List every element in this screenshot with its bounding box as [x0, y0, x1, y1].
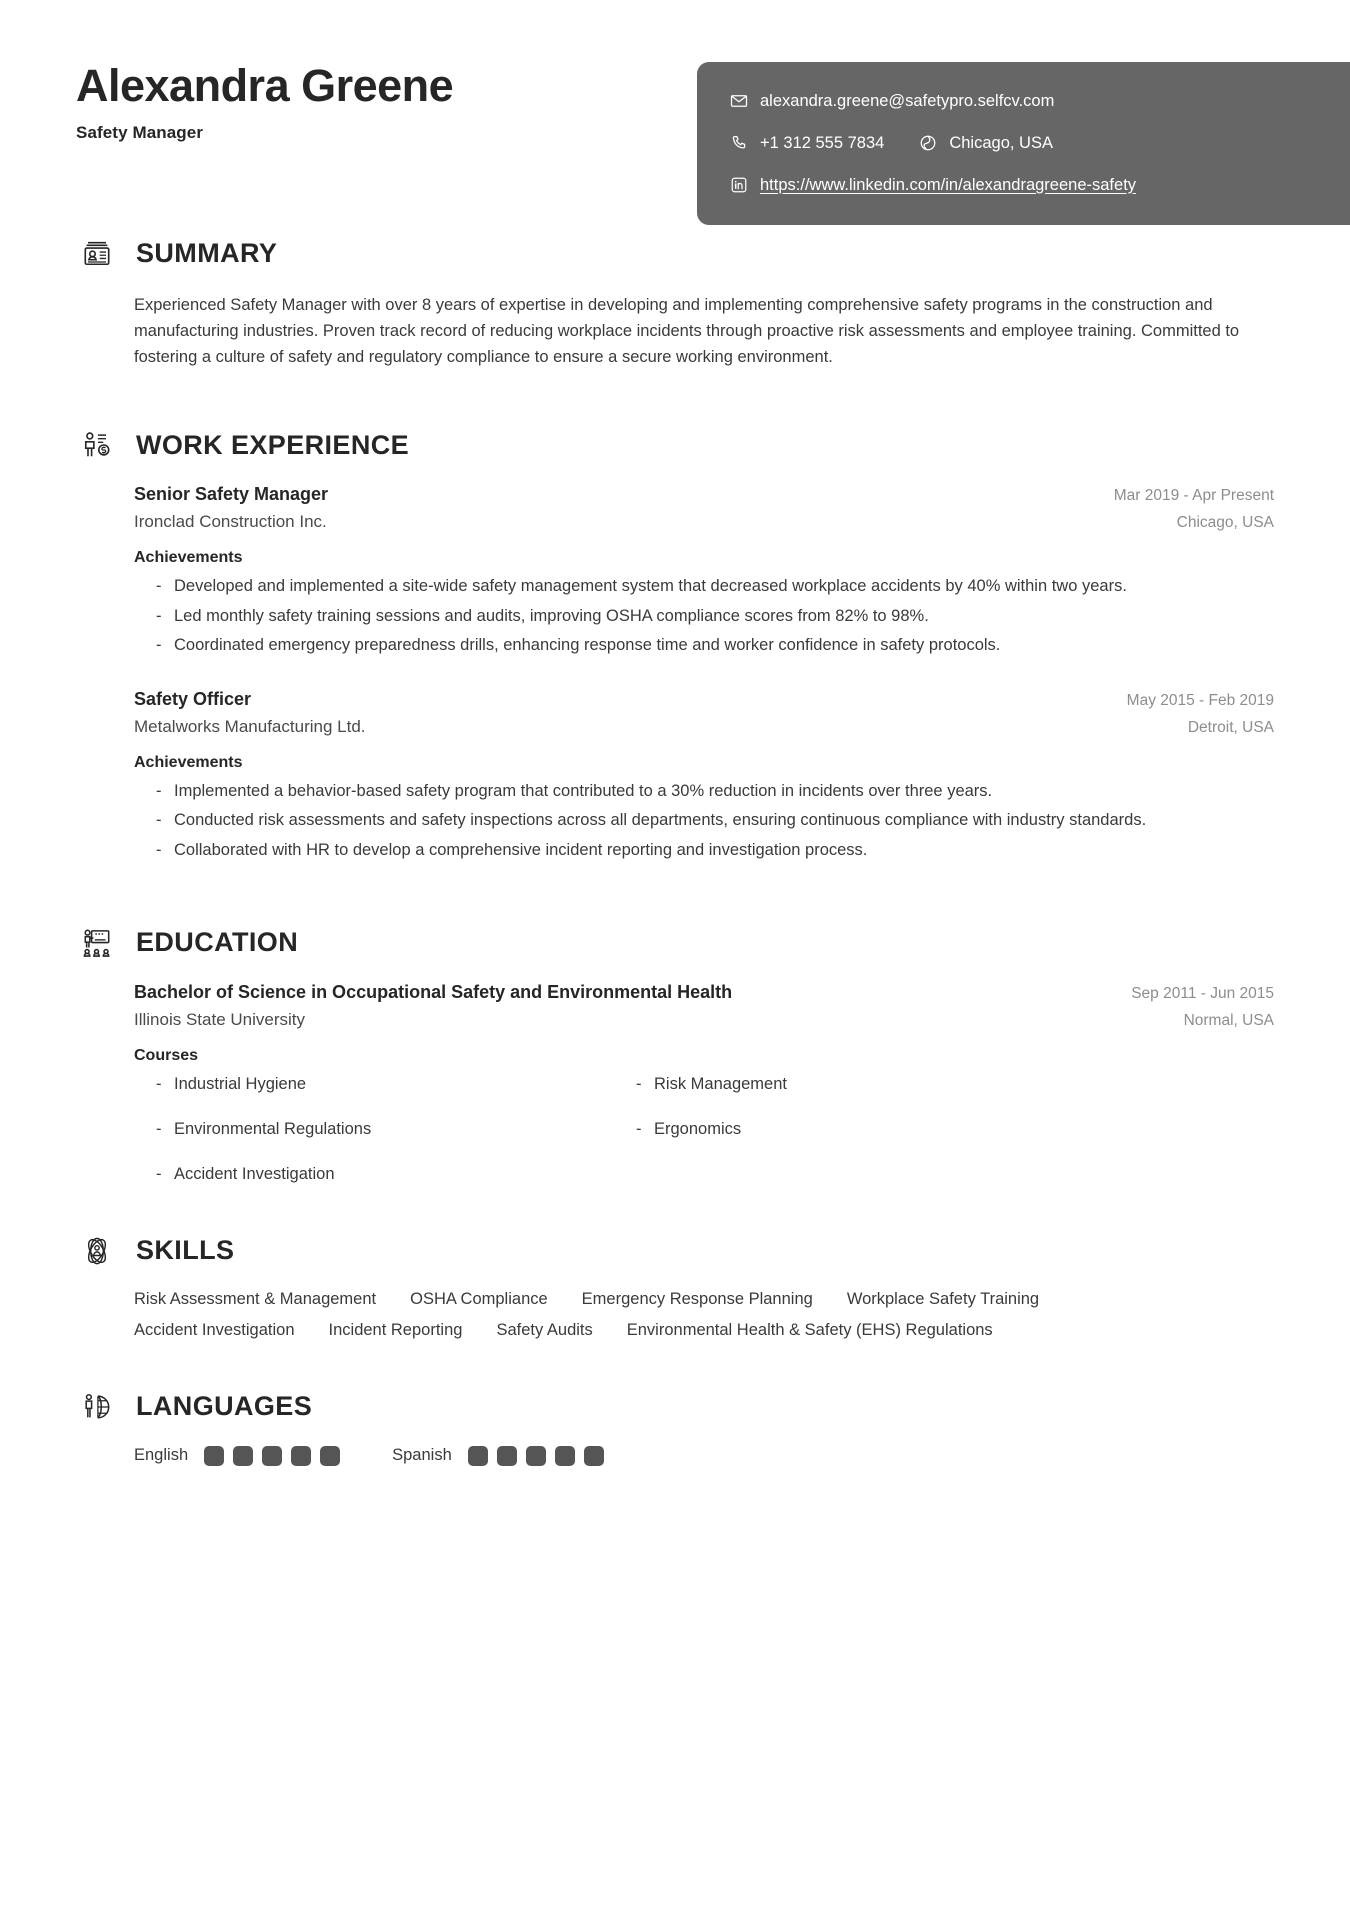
- course-item: - Risk Management: [636, 1075, 1156, 1094]
- job-title: Safety Manager: [76, 123, 204, 143]
- summary-text: Experienced Safety Manager with over 8 years of expertise in developing and implementing comprehensive safety programs in the construction and manufacturing industries. Proven track record of reducing workplace incidents through proactive risk assessments and employee training. Committed to fostering a culture of safety and regulatory compliance to ensure a secure working environment.: [134, 296, 1240, 367]
- work-entry-sub-row: [134, 710, 1274, 737]
- language-name: English: [134, 1446, 189, 1465]
- achievements-label: Achievements: [134, 753, 243, 771]
- work-experience-title: WORK EXPERIENCE: [136, 429, 410, 460]
- contact-location-text: Chicago, USA: [949, 133, 1053, 152]
- level-dot: [233, 1446, 253, 1466]
- skills-title: SKILLS: [136, 1235, 235, 1266]
- envelope-icon: [729, 91, 749, 111]
- list-item: - Developed and implemented a site-wide safety management system that decreased workplace accidents by 40% within two years.: [156, 574, 1274, 600]
- summary-title: SUMMARY: [136, 237, 278, 268]
- work-position: Safety Officer: [134, 688, 252, 709]
- spacer: [0, 868, 1350, 922]
- level-dot: [497, 1446, 517, 1466]
- education-school: Illinois State University: [134, 1009, 306, 1029]
- page-title: Alexandra Greene: [76, 60, 454, 111]
- education-body: [76, 982, 1274, 1184]
- contact-email-text: alexandra.greene@safetypro.selfcv.com: [760, 91, 1055, 110]
- summary-heading: [76, 232, 1274, 274]
- contact-row-linkedin: [729, 171, 1350, 199]
- level-dot: [555, 1446, 575, 1466]
- skill-chip: Workplace Safety Training: [846, 1289, 1040, 1308]
- spacer: [0, 1184, 1350, 1230]
- skills-row: [134, 1321, 1274, 1340]
- course-item: - Environmental Regulations: [156, 1120, 636, 1139]
- language-item: [392, 1446, 604, 1466]
- list-item: - Implemented a behavior-based safety program that contributed to a 30% reduction in incidents over three years.: [156, 779, 1274, 805]
- languages-list: [134, 1446, 1274, 1466]
- skill-chip: Accident Investigation: [134, 1320, 295, 1339]
- list-item: - Conducted risk assessments and safety inspections across all departments, ensuring continuous compliance with industry standards.: [156, 808, 1274, 834]
- course-item: - Industrial Hygiene: [156, 1075, 636, 1094]
- atom-person-icon: [76, 1230, 118, 1272]
- skill-chip: Safety Audits: [496, 1320, 593, 1339]
- classroom-icon: [76, 922, 118, 964]
- education-dates: Sep 2011 - Jun 2015: [1131, 984, 1274, 1002]
- contact-row-email: [729, 87, 1350, 115]
- contact-box: [697, 62, 1350, 225]
- linkedin-icon: [729, 175, 749, 195]
- courses-label: Courses: [134, 1046, 199, 1064]
- level-dot: [468, 1446, 488, 1466]
- languages-title: LANGUAGES: [136, 1391, 313, 1422]
- work-experience-heading: [76, 424, 1274, 466]
- skills-heading: [76, 1230, 1274, 1272]
- contact-phone[interactable]: [729, 133, 884, 153]
- work-position: Senior Safety Manager: [134, 484, 329, 505]
- skills-row: [134, 1290, 1274, 1309]
- skill-chip: Environmental Health & Safety (EHS) Regulations: [626, 1320, 993, 1339]
- education-entry: [134, 982, 1274, 1184]
- work-entry: [134, 484, 1274, 659]
- work-entry-sub-row: [134, 505, 1274, 532]
- achievements-label: Achievements: [134, 549, 243, 567]
- work-entry: [134, 689, 1274, 864]
- spacer: [0, 1340, 1350, 1386]
- languages-heading: [76, 1386, 1274, 1428]
- skill-chip: Emergency Response Planning: [581, 1289, 813, 1308]
- work-dates: May 2015 - Feb 2019: [1126, 691, 1274, 709]
- level-dot: [262, 1446, 282, 1466]
- work-dates: Mar 2019 - Apr Present: [1113, 487, 1274, 505]
- education-entry-title-row: [134, 982, 1274, 1003]
- name-block: [76, 62, 453, 143]
- achievements-list: [134, 779, 1274, 864]
- contact-phone-text: +1 312 555 7834: [760, 133, 885, 152]
- level-dot: [320, 1446, 340, 1466]
- work-experience-body: [76, 484, 1274, 863]
- list-item: - Collaborated with HR to develop a comprehensive incident reporting and investigation process.: [156, 838, 1274, 864]
- list-item: - Led monthly safety training sessions and audits, improving OSHA compliance scores from 82% to 98%.: [156, 604, 1274, 630]
- level-dot: [204, 1446, 224, 1466]
- phone-icon: [729, 133, 749, 153]
- skill-chip: Incident Reporting: [328, 1320, 463, 1339]
- list-item: - Coordinated emergency preparedness drills, enhancing response time and worker confidence in safety protocols.: [156, 633, 1274, 659]
- spacer: [0, 370, 1350, 424]
- contact-linkedin-text: https://www.linkedin.com/in/alexandragreene-safety: [760, 175, 1137, 194]
- work-location: Chicago, USA: [1176, 514, 1274, 532]
- level-dot: [291, 1446, 311, 1466]
- courses-grid: [156, 1075, 1156, 1184]
- skills-body: [76, 1290, 1274, 1340]
- section-work-experience: [0, 424, 1350, 863]
- id-card-icon: [76, 232, 118, 274]
- education-degree: Bachelor of Science in Occupational Safety and Environmental Health: [134, 981, 733, 1002]
- work-company: Ironclad Construction Inc.: [134, 512, 327, 532]
- level-dot: [526, 1446, 546, 1466]
- level-dot: [584, 1446, 604, 1466]
- language-name: Spanish: [392, 1446, 452, 1465]
- section-skills: [0, 1230, 1350, 1340]
- section-summary: [0, 232, 1350, 370]
- work-entry-title-row: [134, 689, 1274, 710]
- contact-row-phone-location: [729, 129, 1350, 157]
- summary-body: [76, 292, 1274, 370]
- contact-email[interactable]: [729, 91, 1054, 111]
- section-education: [0, 922, 1350, 1184]
- achievements-list: [134, 574, 1274, 659]
- person-globe-icon: [76, 1386, 118, 1428]
- education-heading: [76, 922, 1274, 964]
- work-location: Detroit, USA: [1187, 718, 1274, 736]
- language-level-dots: [468, 1446, 604, 1466]
- contact-location: [918, 133, 1053, 153]
- section-languages: [0, 1386, 1350, 1466]
- person-salary-icon: [76, 424, 118, 466]
- course-item: - Ergonomics: [636, 1120, 1156, 1139]
- education-location: Normal, USA: [1183, 1011, 1274, 1029]
- education-entry-sub-row: [134, 1003, 1274, 1030]
- languages-body: [76, 1446, 1274, 1466]
- skill-chip: Risk Assessment & Management: [134, 1289, 377, 1308]
- globe-icon: [918, 133, 938, 153]
- contact-linkedin[interactable]: [729, 175, 1136, 195]
- course-item: - Accident Investigation: [156, 1165, 636, 1184]
- language-level-dots: [204, 1446, 340, 1466]
- resume-header: [0, 0, 1350, 232]
- skill-chip: OSHA Compliance: [410, 1289, 548, 1308]
- language-item: [134, 1446, 340, 1466]
- education-title: EDUCATION: [136, 927, 299, 958]
- work-entry-title-row: [134, 484, 1274, 505]
- work-company: Metalworks Manufacturing Ltd.: [134, 716, 366, 736]
